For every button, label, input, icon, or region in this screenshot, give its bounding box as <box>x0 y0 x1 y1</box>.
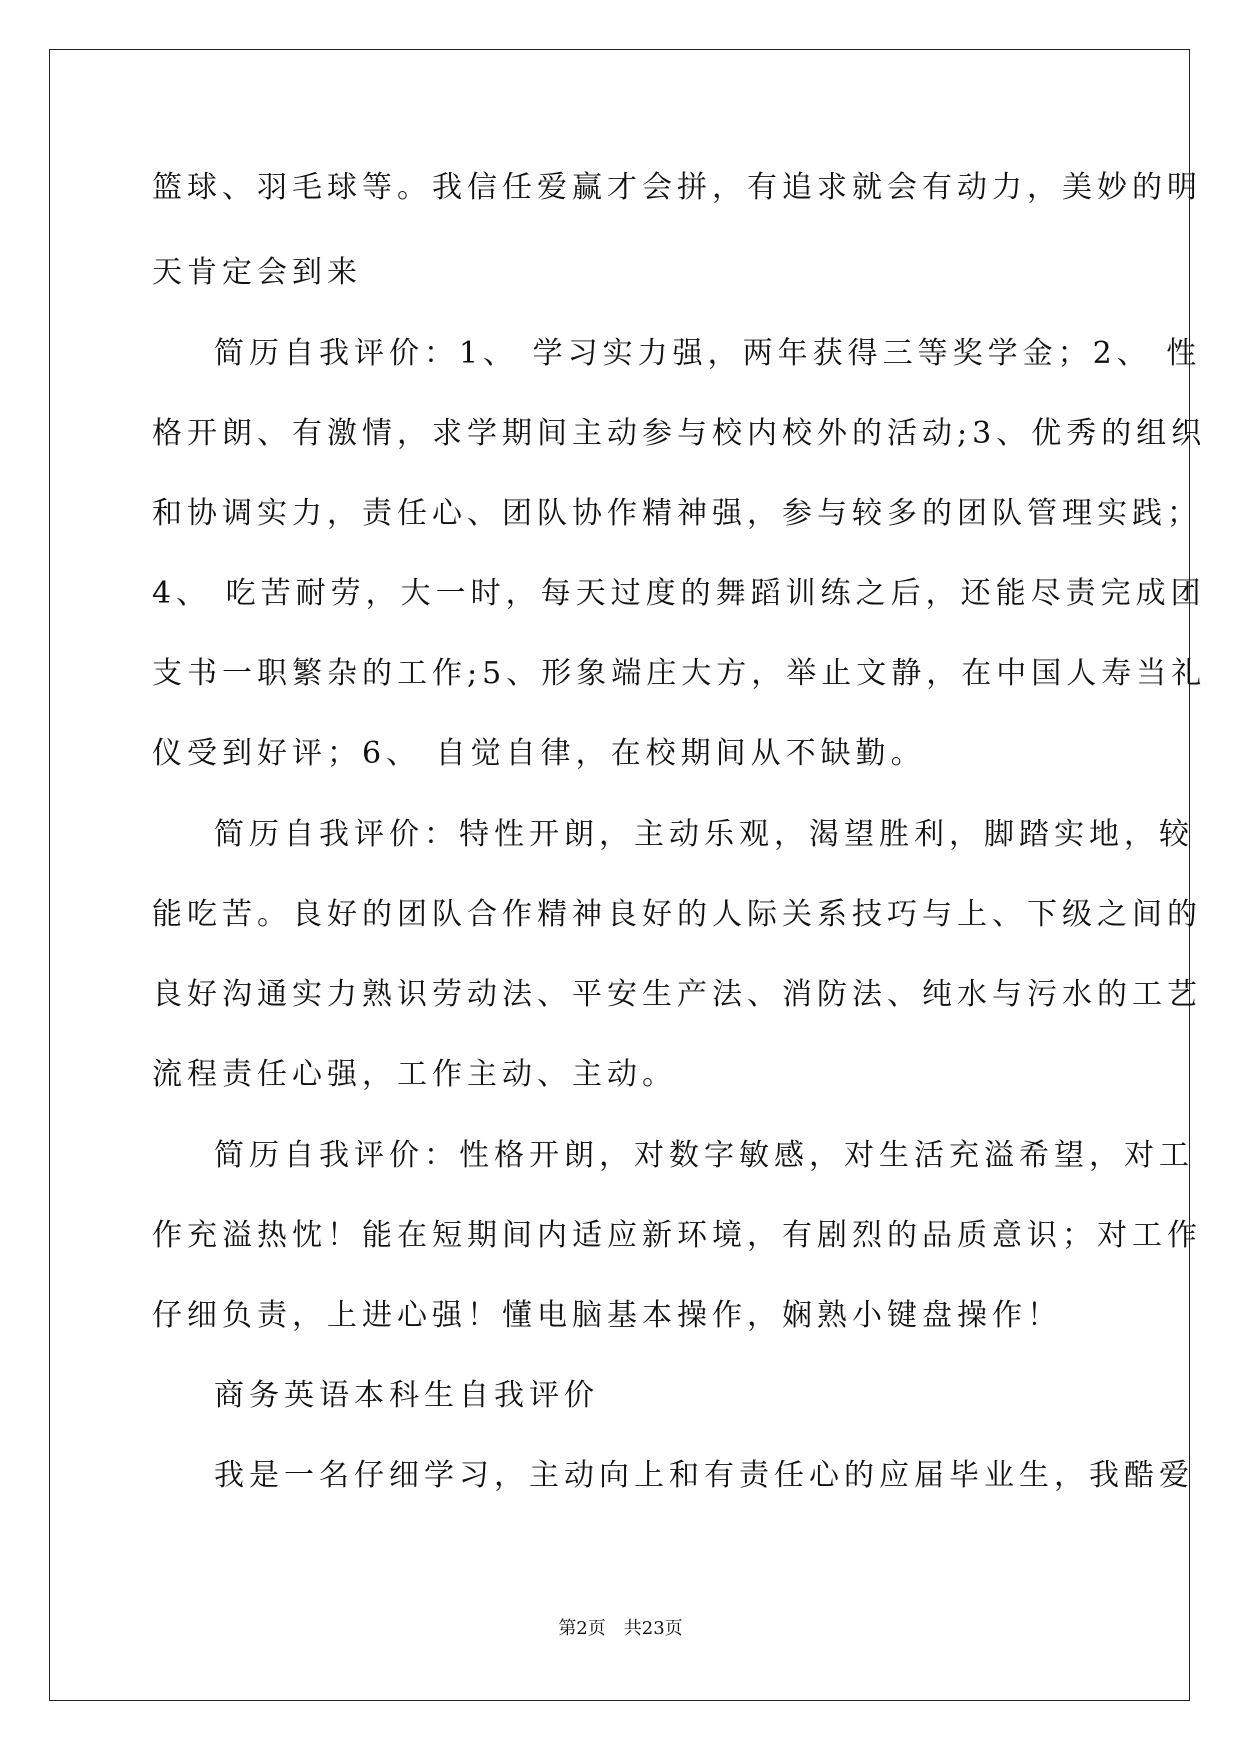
text-line: 能吃苦。良好的团队合作精神良好的人际关系技巧与上、下级之间的 <box>152 897 1202 932</box>
text-line: 作充溢热忱！能在短期间内适应新环境，有剧烈的品质意识；对工作 <box>152 1218 1202 1253</box>
page-border <box>49 49 1190 1701</box>
text-line: 篮球、羽毛球等。我信任爱赢才会拼，有追求就会有动力，美妙的明 <box>152 170 1202 205</box>
text-line: 格开朗、有激情，求学期间主动参与校内校外的活动;3、优秀的组织 <box>152 416 1207 451</box>
text-line: 简历自我评价：性格开朗，对数字敏感，对生活充溢希望，对工 <box>214 1138 1194 1173</box>
text-line: 仪受到好评；6、 自觉自律，在校期间从不缺勤。 <box>152 736 926 771</box>
text-line: 和协调实力，责任心、团队协作精神强，参与较多的团队管理实践； <box>152 496 1202 531</box>
text-line: 我是一名仔细学习，主动向上和有责任心的应届毕业生，我酷爱 <box>214 1458 1194 1493</box>
text-line: 简历自我评价：1、 学习实力强，两年获得三等奖学金；2、 性 <box>214 336 1202 371</box>
text-line: 4、 吃苦耐劳，大一时，每天过度的舞蹈训练之后，还能尽责完成团 <box>152 576 1206 611</box>
text-line: 支书一职繁杂的工作;5、形象端庄大方，举止文静，在中国人寿当礼 <box>152 656 1207 691</box>
text-line: 流程责任心强，工作主动、主动。 <box>152 1057 677 1092</box>
text-line: 仔细负责，上进心强！懂电脑基本操作，娴熟小键盘操作！ <box>152 1298 1062 1333</box>
page-number-footer: 第2页 共23页 <box>558 1618 683 1639</box>
text-line: 简历自我评价：特性开朗，主动乐观，渴望胜利，脚踏实地，较 <box>214 817 1194 852</box>
text-line: 良好沟通实力熟识劳动法、平安生产法、消防法、纯水与污水的工艺 <box>152 977 1202 1012</box>
text-line: 天肯定会到来 <box>152 255 362 290</box>
section-heading: 商务英语本科生自我评价 <box>214 1378 599 1413</box>
